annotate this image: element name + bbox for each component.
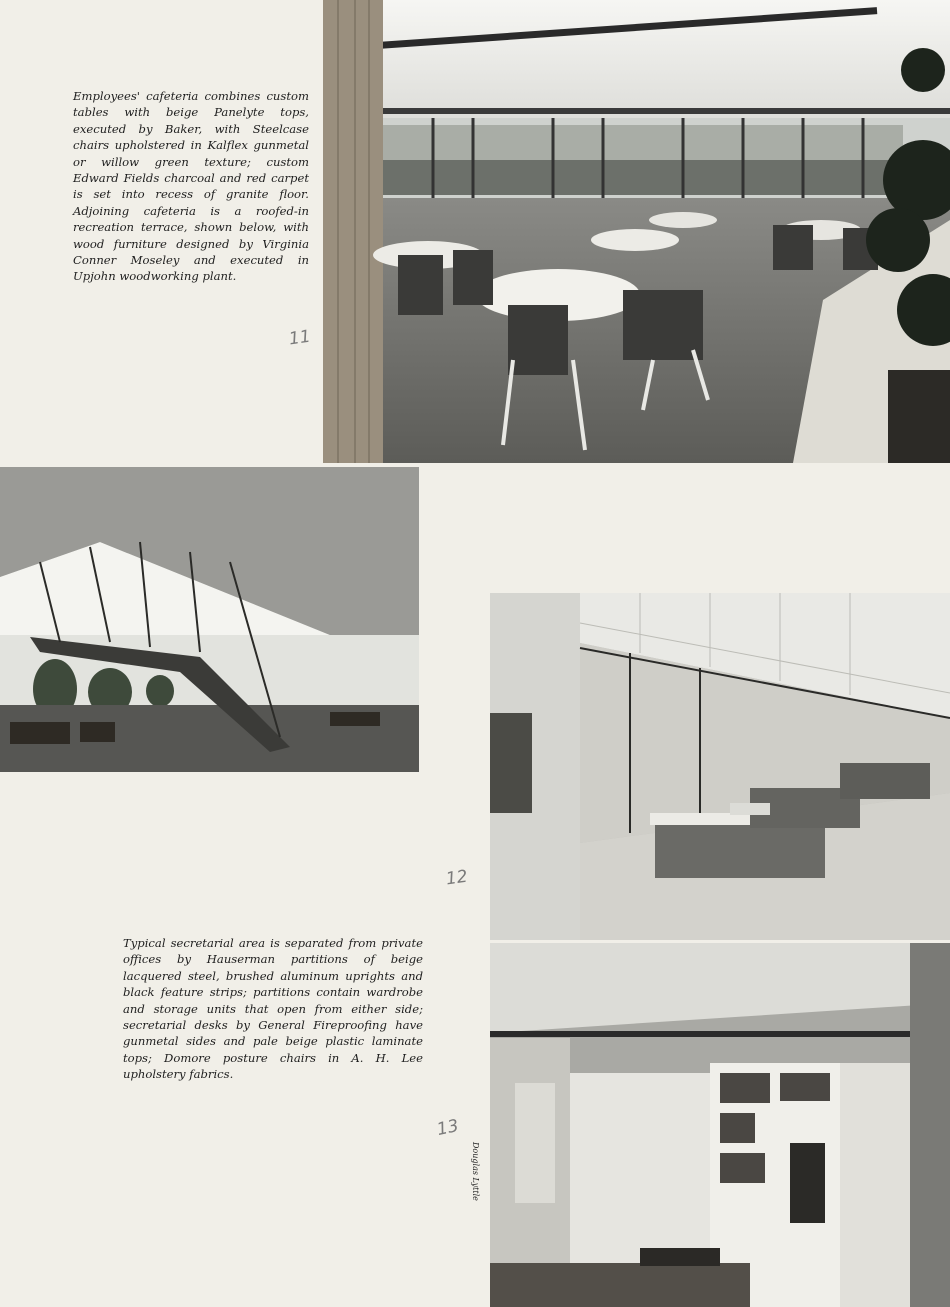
cafeteria-caption: Employees' cafeteria combines custom tables with beige Panelyte tops, executed by Baker, with Steelcase chairs upholstered in Kalflex gunmetal or willow green texture; custom Edward Fields charcoal and red carpet is set into recess of granite floor. Adjoining cafeteria is a roofed-in recreation terrace, shown below, with wood furniture designed by Virginia Conner Moseley and executed in Upjohn woodworking plant. [73, 89, 309, 284]
handwritten-page-number: 13 [435, 1115, 461, 1141]
photo-credit: Douglas Lyttle [471, 1142, 480, 1201]
secretarial-area-photo [490, 593, 950, 940]
terrace-photo [0, 467, 419, 772]
cafeteria-photo [323, 0, 950, 463]
handwritten-page-number: 12 [444, 866, 469, 890]
secretarial-caption: Typical secretarial area is separated from private offices by Hauserman partitions of beige lacquered steel, brushed aluminum uprights and black feature strips; partitions contain wardrobe and storage units that open from either side; secretarial desks by General Fireproofing have gunmetal sides and pale beige plastic laminate tops; Domore posture chairs in A. H. Lee upholstery fabrics. [123, 936, 423, 1082]
office-storage-photo [490, 943, 950, 1307]
handwritten-page-number: 11 [287, 326, 312, 350]
